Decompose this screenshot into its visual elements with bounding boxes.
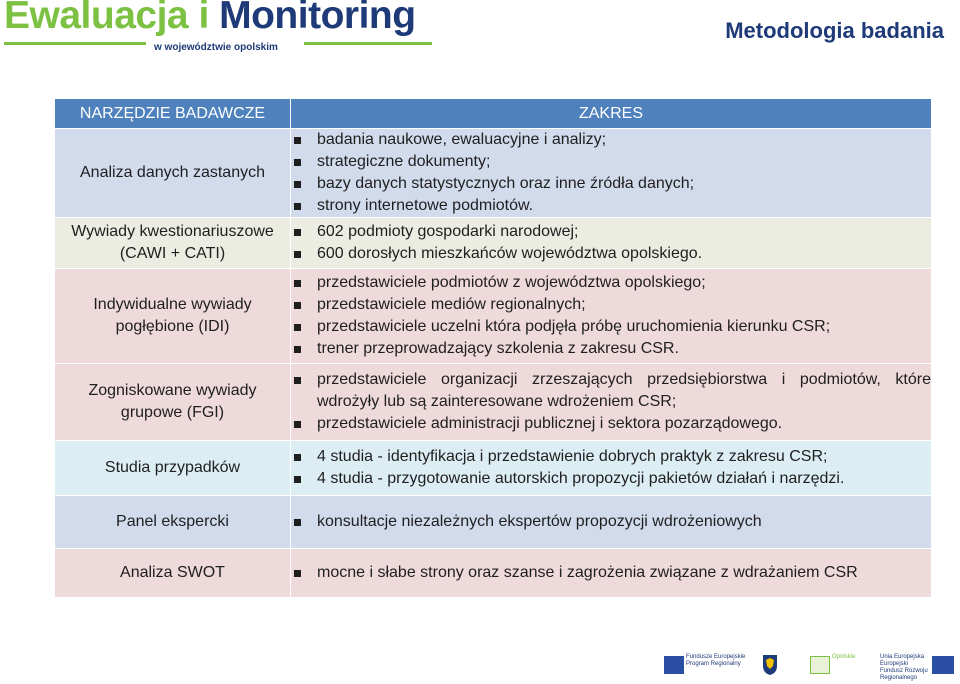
table-row — [55, 218, 932, 269]
scope-cell — [291, 218, 932, 269]
list-item: badania naukowe, ewaluacyjne i analizy; — [291, 129, 931, 151]
bullet-icon — [294, 570, 301, 577]
list-item: trener przeprowadzający szkolenia z zakresu CSR. — [291, 338, 931, 360]
bullet-icon — [294, 377, 301, 384]
bullet-icon — [294, 251, 301, 258]
logo-wordmark: Ewaluacja i Monitoring — [4, 0, 416, 37]
tool-cell: Studia przypadków — [55, 441, 291, 496]
bullet-icon — [294, 454, 301, 461]
list-item: przedstawiciele organizacji zrzeszających przedsiębiorstwa i podmiotów, które wdrożyły lub są zainteresowane wdrożeniem CSR; — [291, 369, 931, 413]
table-header-row — [55, 99, 932, 129]
table-row — [55, 496, 932, 549]
tool-cell: Analiza SWOT — [55, 549, 291, 598]
tool-cell: Zogniskowane wywiady grupowe (FGI) — [55, 364, 291, 441]
bullet-icon — [294, 280, 301, 287]
methodology-table — [54, 98, 932, 598]
scope-cell — [291, 441, 932, 496]
table-row — [55, 549, 932, 598]
bullet-icon — [294, 519, 301, 526]
logo-underline-right — [304, 42, 432, 45]
bullet-icon — [294, 203, 301, 210]
tool-cell: Panel ekspercki — [55, 496, 291, 549]
list-item: przedstawiciele uczelni która podjęła próbę uruchomienia kierunku CSR; — [291, 316, 931, 338]
footer-logos — [0, 646, 960, 684]
scope-cell — [291, 364, 932, 441]
table-row — [55, 364, 932, 441]
tool-cell: Wywiady kwestionariuszowe (CAWI + CATI) — [55, 218, 291, 269]
fe-flag-icon — [664, 656, 684, 674]
bullet-icon — [294, 421, 301, 428]
ewaluacja-monitoring-logo — [4, 0, 444, 60]
bullet-icon — [294, 137, 301, 144]
list-item: strategiczne dokumenty; — [291, 151, 931, 173]
bullet-icon — [294, 181, 301, 188]
opolskie-mark-icon — [810, 656, 830, 674]
fundusze-europejskie-logo: Fundusze Europejskie Program Regionalny — [664, 654, 754, 680]
list-item: mocne i słabe strony oraz szanse i zagrożenia związane z wdrażaniem CSR — [291, 562, 931, 584]
scope-cell — [291, 129, 932, 218]
table-row — [55, 129, 932, 218]
column-header-tool: NARZĘDZIE BADAWCZE — [55, 99, 291, 129]
list-item: 602 podmioty gospodarki narodowej; — [291, 221, 931, 243]
logo-underline — [4, 42, 146, 45]
list-item: bazy danych statystycznych oraz inne źródła danych; — [291, 173, 931, 195]
slide-title: Metodologia badania — [725, 18, 944, 43]
scope-cell — [291, 269, 932, 364]
scope-cell — [291, 549, 932, 598]
list-item: 600 dorosłych mieszkańców województwa opolskiego. — [291, 243, 931, 265]
list-item: strony internetowe podmiotów. — [291, 195, 931, 217]
bullet-icon — [294, 476, 301, 483]
table-row — [55, 269, 932, 364]
bullet-icon — [294, 324, 301, 331]
list-item: przedstawiciele podmiotów z województwa opolskiego; — [291, 272, 931, 294]
eu-flag-icon — [932, 656, 954, 674]
logo-subtitle: w województwie opolskim — [154, 42, 278, 53]
list-item: 4 studia - przygotowanie autorskich propozycji pakietów działań i narzędzi. — [291, 468, 931, 490]
tool-cell: Analiza danych zastanych — [55, 129, 291, 218]
list-item: przedstawiciele mediów regionalnych; — [291, 294, 931, 316]
bullet-icon — [294, 229, 301, 236]
bullet-icon — [294, 346, 301, 353]
tool-cell: Indywidualne wywiady pogłębione (IDI) — [55, 269, 291, 364]
bullet-icon — [294, 302, 301, 309]
scope-cell — [291, 496, 932, 549]
list-item: 4 studia - identyfikacja i przedstawienie dobrych praktyk z zakresu CSR; — [291, 446, 931, 468]
bullet-icon — [294, 159, 301, 166]
opolskie-logo: Opolskie — [810, 654, 870, 680]
table-row — [55, 441, 932, 496]
unia-europejska-logo: Unia Europejska Europejski Fundusz Rozwoju Regionalnego — [880, 654, 956, 680]
list-item: konsultacje niezależnych ekspertów propozycji wdrożeniowych — [291, 511, 931, 533]
list-item: przedstawiciele administracji publicznej i sektora pozarządowego. — [291, 413, 931, 435]
column-header-scope: ZAKRES — [291, 99, 932, 129]
opolskie-coat-of-arms-icon — [762, 654, 778, 680]
